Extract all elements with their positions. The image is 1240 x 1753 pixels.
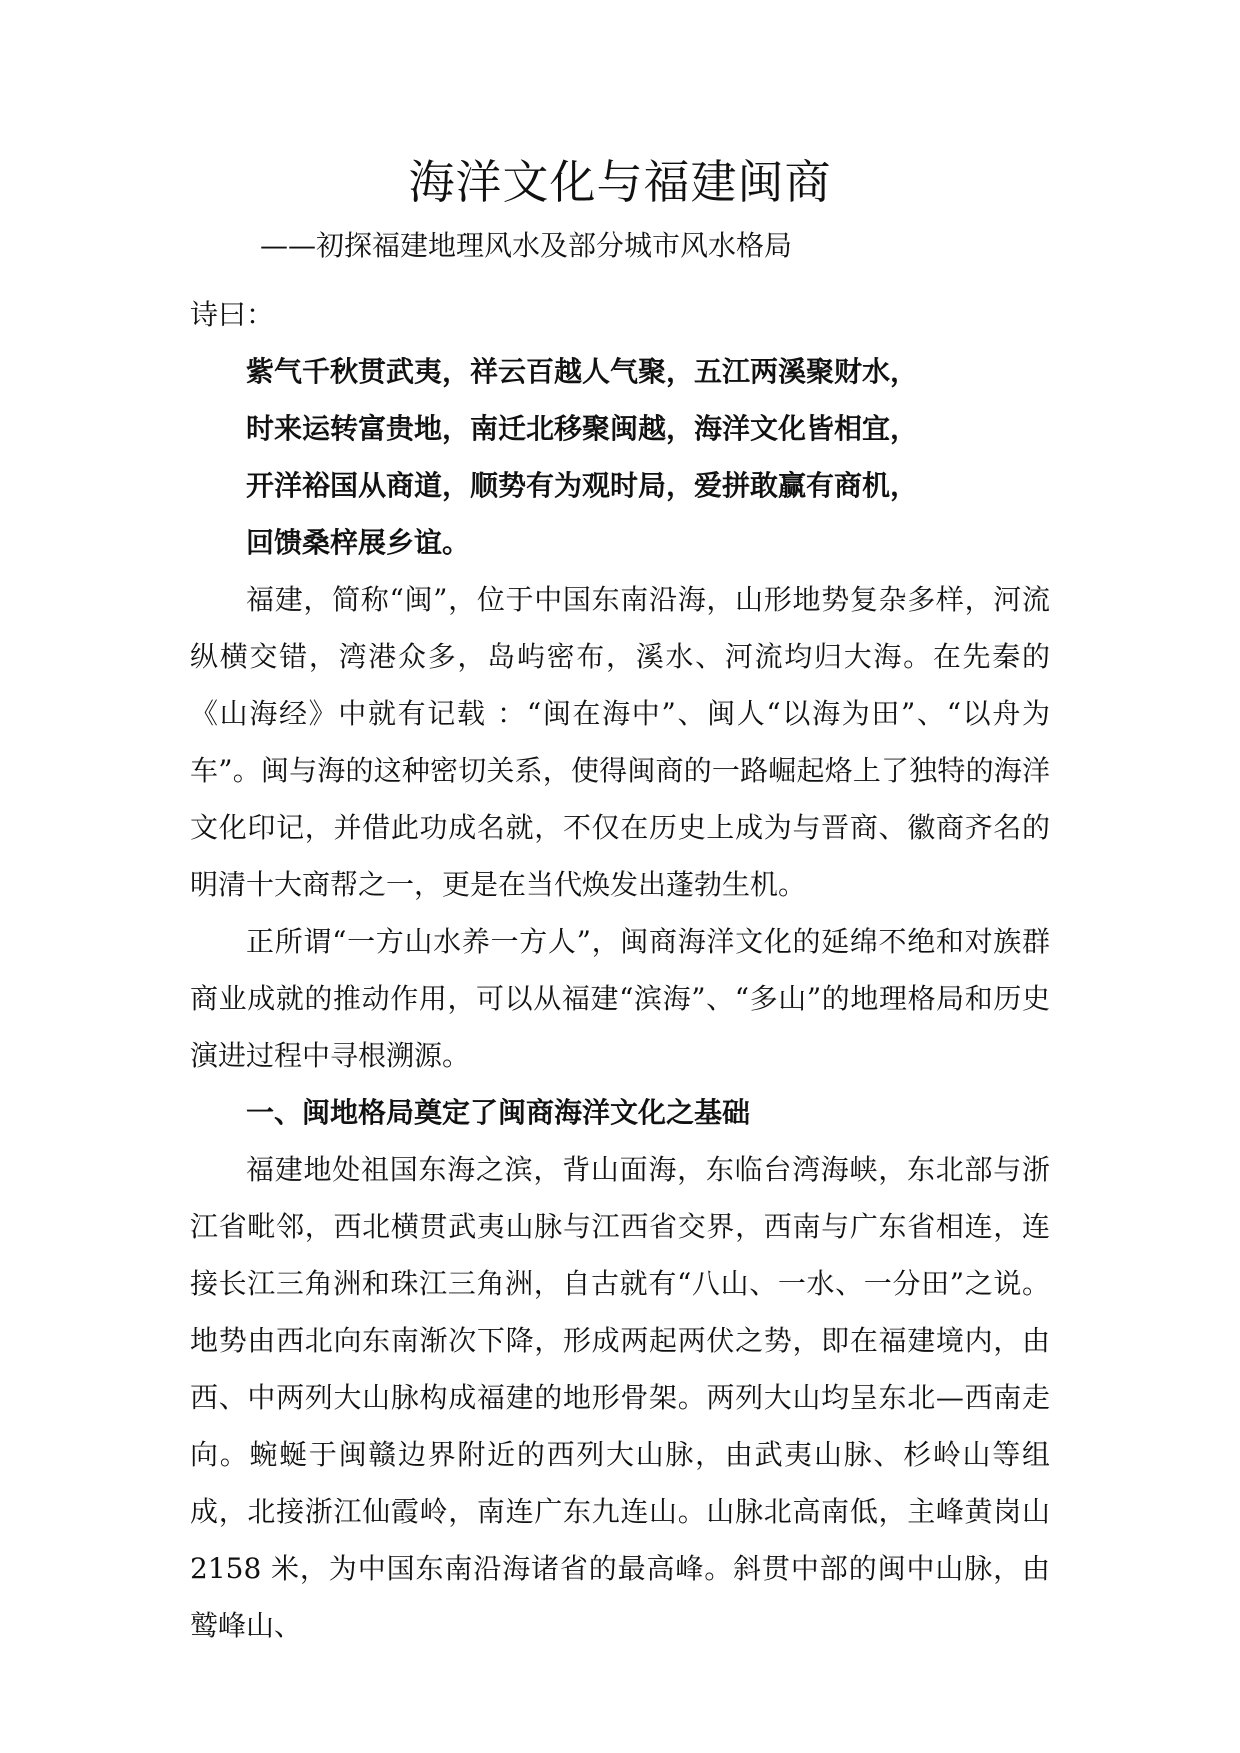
poem-line: 紫气千秋贯武夷，祥云百越人气聚，五江两溪聚财水，: [246, 355, 919, 388]
poem-line: 时来运转富贵地，南迁北移聚闽越，海洋文化皆相宜，: [246, 412, 919, 445]
poem: [190, 343, 1050, 571]
poem-line: 开洋裕国从商道，顺势有为观时局，爱拼敢赢有商机，: [246, 469, 919, 502]
paragraph-geography-roots: 正所谓“一方山水养一方人”，闽商海洋文化的延绵不绝和对族群商业成就的推动作用，可以从福建“滨海”、“多山”的地理格局和历史演进过程中寻根溯源。: [190, 925, 1050, 1072]
poem-line: 回馈桑梓展乡谊。: [246, 526, 471, 559]
poem-intro: 诗曰：: [190, 298, 275, 331]
document-title: 海洋文化与福建闽商: [408, 155, 832, 209]
section-paragraph: 福建地处祖国东海之滨，背山面海，东临台湾海峡，东北部与浙江省毗邻，西北横贯武夷山脉与江西省交界，西南与广东省相连，连接长江三角洲和珠江三角洲，自古就有“八山、一水、一分田”之说。地势由西北向东南渐次下降，形成两起两伏之势，即在福建境内，由西、中两列大山脉构成福建的地形骨架。两列大山均呈东北—西南走向。蜿蜒于闽赣边界附近的西列大山脉，由武夷山脉、杉岭山等组成，北接浙江仙霞岭，南连广东九连山。山脉北高南低，主峰黄岗山 2158 米，为中国东南沿海诸省的最高峰。斜贯中部的闽中山脉，由鹫峰山、: [190, 1153, 1050, 1642]
paragraph-fujian-intro: 福建，简称“闽”，位于中国东南沿海，山形地势复杂多样，河流纵横交错，湾港众多，岛屿密布，溪水、河流均归大海。在先秦的《山海经》中就有记载 ：“闽在海中”、闽人“以海为田”、“以舟为车”。闽与海的这种密切关系，使得闽商的一路崛起烙上了独特的海洋文化印记，并借此功成名就，不仅在历史上成为与晋商、徽商齐名的明清十大商帮之一，更是在当代焕发出蓬勃生机。: [190, 583, 1050, 901]
document-subtitle: ——初探福建地理风水及部分城市风水格局: [260, 229, 793, 262]
document-body: [190, 286, 1050, 1654]
section-heading: 一、闽地格局奠定了闽商海洋文化之基础: [246, 1096, 751, 1129]
